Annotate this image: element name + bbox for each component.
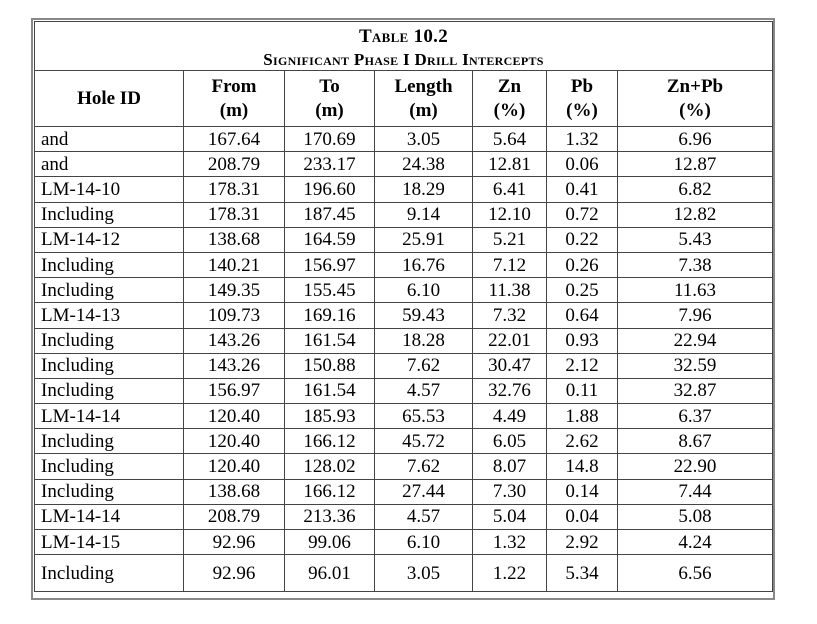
cell-length: 7.62 [375,454,473,479]
cell-from: 178.31 [184,177,285,202]
cell-pb: 0.04 [547,504,618,529]
cell-to: 161.54 [285,328,375,353]
cell-zn: 30.47 [473,353,547,378]
cell-to: 150.88 [285,353,375,378]
cell-from: 156.97 [184,378,285,403]
cell-zn: 12.10 [473,202,547,227]
table-row [35,479,773,504]
cell-pb: 0.93 [547,328,618,353]
table-title-line2: Significant Phase I Drill Intercepts [263,50,544,69]
cell-length: 16.76 [375,252,473,277]
cell-zn: 5.21 [473,227,547,252]
cell-hole-id: Including [35,555,184,592]
cell-length: 4.57 [375,378,473,403]
cell-zn-pb: 12.82 [618,202,773,227]
cell-to: 170.69 [285,127,375,152]
cell-pb: 1.88 [547,404,618,429]
cell-length: 9.14 [375,202,473,227]
column-header-unit: (m) [315,99,344,121]
table-row [35,303,773,328]
cell-pb: 0.41 [547,177,618,202]
cell-zn: 7.12 [473,252,547,277]
cell-pb: 0.22 [547,227,618,252]
cell-zn: 5.04 [473,504,547,529]
column-header-label: Zn [497,75,522,97]
cell-from: 92.96 [184,555,285,592]
cell-zn-pb: 7.96 [618,303,773,328]
cell-zn: 32.76 [473,378,547,403]
cell-hole-id: LM-14-10 [35,177,184,202]
cell-hole-id: Including [35,353,184,378]
table-row [35,278,773,303]
cell-length: 3.05 [375,127,473,152]
cell-pb: 0.72 [547,202,618,227]
cell-zn-pb: 6.56 [618,555,773,592]
cell-pb: 2.92 [547,530,618,555]
cell-zn: 12.81 [473,152,547,177]
cell-to: 213.36 [285,504,375,529]
cell-length: 27.44 [375,479,473,504]
cell-from: 140.21 [184,252,285,277]
cell-zn-pb: 7.44 [618,479,773,504]
cell-from: 143.26 [184,328,285,353]
cell-hole-id: Including [35,328,184,353]
table-row [35,530,773,555]
cell-zn-pb: 8.67 [618,429,773,454]
column-header-label: Pb [570,75,594,97]
table-title-line1: Table 10.2 [358,26,449,47]
cell-from: 208.79 [184,504,285,529]
cell-from: 149.35 [184,278,285,303]
cell-length: 24.38 [375,152,473,177]
cell-zn: 8.07 [473,454,547,479]
column-header-hole-id [35,71,184,127]
cell-zn: 22.01 [473,328,547,353]
cell-pb: 0.14 [547,479,618,504]
cell-length: 18.29 [375,177,473,202]
cell-zn-pb: 6.37 [618,404,773,429]
cell-from: 120.40 [184,454,285,479]
cell-hole-id: Including [35,479,184,504]
cell-length: 6.10 [375,530,473,555]
cell-zn-pb: 6.82 [618,177,773,202]
cell-zn: 6.05 [473,429,547,454]
cell-zn: 1.32 [473,530,547,555]
cell-zn: 5.64 [473,127,547,152]
cell-from: 178.31 [184,202,285,227]
cell-to: 196.60 [285,177,375,202]
cell-hole-id: LM-14-14 [35,404,184,429]
cell-to: 128.02 [285,454,375,479]
cell-to: 161.54 [285,378,375,403]
cell-pb: 0.25 [547,278,618,303]
cell-zn-pb: 22.94 [618,328,773,353]
cell-to: 169.16 [285,303,375,328]
table-row [35,404,773,429]
table-row [35,127,773,152]
cell-pb: 0.64 [547,303,618,328]
cell-length: 59.43 [375,303,473,328]
cell-length: 45.72 [375,429,473,454]
cell-hole-id: Including [35,429,184,454]
cell-from: 120.40 [184,429,285,454]
column-header-from [184,71,285,127]
column-header-unit: (m) [409,99,438,121]
column-header-label: To [319,75,340,97]
cell-pb: 14.8 [547,454,618,479]
column-header-unit: (%) [679,99,711,121]
table-row [35,328,773,353]
cell-zn-pb: 12.87 [618,152,773,177]
cell-to: 155.45 [285,278,375,303]
column-header-zn-pb [618,71,773,127]
cell-pb: 2.12 [547,353,618,378]
column-header-label: Zn+Pb [666,75,724,97]
cell-zn-pb: 7.38 [618,252,773,277]
cell-zn: 6.41 [473,177,547,202]
cell-hole-id: LM-14-15 [35,530,184,555]
cell-zn: 7.32 [473,303,547,328]
cell-zn-pb: 32.59 [618,353,773,378]
cell-from: 109.73 [184,303,285,328]
cell-hole-id: Including [35,202,184,227]
table-row [35,152,773,177]
column-header-label: Length [394,75,453,97]
cell-length: 7.62 [375,353,473,378]
column-header-length [375,71,473,127]
column-header-unit: (%) [566,99,598,121]
cell-zn-pb: 11.63 [618,278,773,303]
column-header-label: Hole ID [77,87,141,109]
table-row [35,504,773,529]
cell-hole-id: LM-14-14 [35,504,184,529]
cell-from: 208.79 [184,152,285,177]
cell-hole-id: and [35,152,184,177]
cell-from: 92.96 [184,530,285,555]
cell-zn: 11.38 [473,278,547,303]
cell-to: 164.59 [285,227,375,252]
cell-to: 166.12 [285,429,375,454]
cell-hole-id: Including [35,454,184,479]
cell-from: 167.64 [184,127,285,152]
cell-from: 138.68 [184,479,285,504]
cell-pb: 0.26 [547,252,618,277]
cell-pb: 2.62 [547,429,618,454]
table-row [35,454,773,479]
cell-to: 166.12 [285,479,375,504]
cell-hole-id: and [35,127,184,152]
column-header-label: From [211,75,257,97]
cell-from: 120.40 [184,404,285,429]
cell-to: 187.45 [285,202,375,227]
cell-zn-pb: 32.87 [618,378,773,403]
table-row [35,555,773,592]
cell-zn-pb: 5.43 [618,227,773,252]
cell-pb: 1.32 [547,127,618,152]
column-header-unit: (%) [493,99,526,121]
drill-intercepts-table [34,21,773,592]
table-row [35,227,773,252]
cell-length: 3.05 [375,555,473,592]
cell-length: 65.53 [375,404,473,429]
cell-zn: 1.22 [473,555,547,592]
cell-to: 96.01 [285,555,375,592]
cell-from: 138.68 [184,227,285,252]
column-header-zn [473,71,547,127]
table-row [35,353,773,378]
cell-length: 18.28 [375,328,473,353]
cell-pb: 0.06 [547,152,618,177]
cell-to: 233.17 [285,152,375,177]
cell-zn-pb: 4.24 [618,530,773,555]
cell-hole-id: LM-14-12 [35,227,184,252]
table-row [35,177,773,202]
cell-to: 99.06 [285,530,375,555]
header-row [35,71,773,127]
cell-zn: 7.30 [473,479,547,504]
cell-hole-id: Including [35,378,184,403]
cell-zn-pb: 6.96 [618,127,773,152]
cell-zn: 4.49 [473,404,547,429]
table-title [35,22,773,71]
table-row [35,429,773,454]
cell-zn-pb: 22.90 [618,454,773,479]
cell-to: 185.93 [285,404,375,429]
cell-to: 156.97 [285,252,375,277]
table-row [35,378,773,403]
cell-hole-id: Including [35,278,184,303]
cell-length: 6.10 [375,278,473,303]
column-header-to [285,71,375,127]
column-header-pb [547,71,618,127]
cell-length: 25.91 [375,227,473,252]
cell-from: 143.26 [184,353,285,378]
cell-hole-id: LM-14-13 [35,303,184,328]
cell-zn-pb: 5.08 [618,504,773,529]
table-row [35,252,773,277]
cell-pb: 0.11 [547,378,618,403]
cell-length: 4.57 [375,504,473,529]
cell-pb: 5.34 [547,555,618,592]
column-header-unit: (m) [219,99,249,121]
table-row [35,202,773,227]
cell-hole-id: Including [35,252,184,277]
